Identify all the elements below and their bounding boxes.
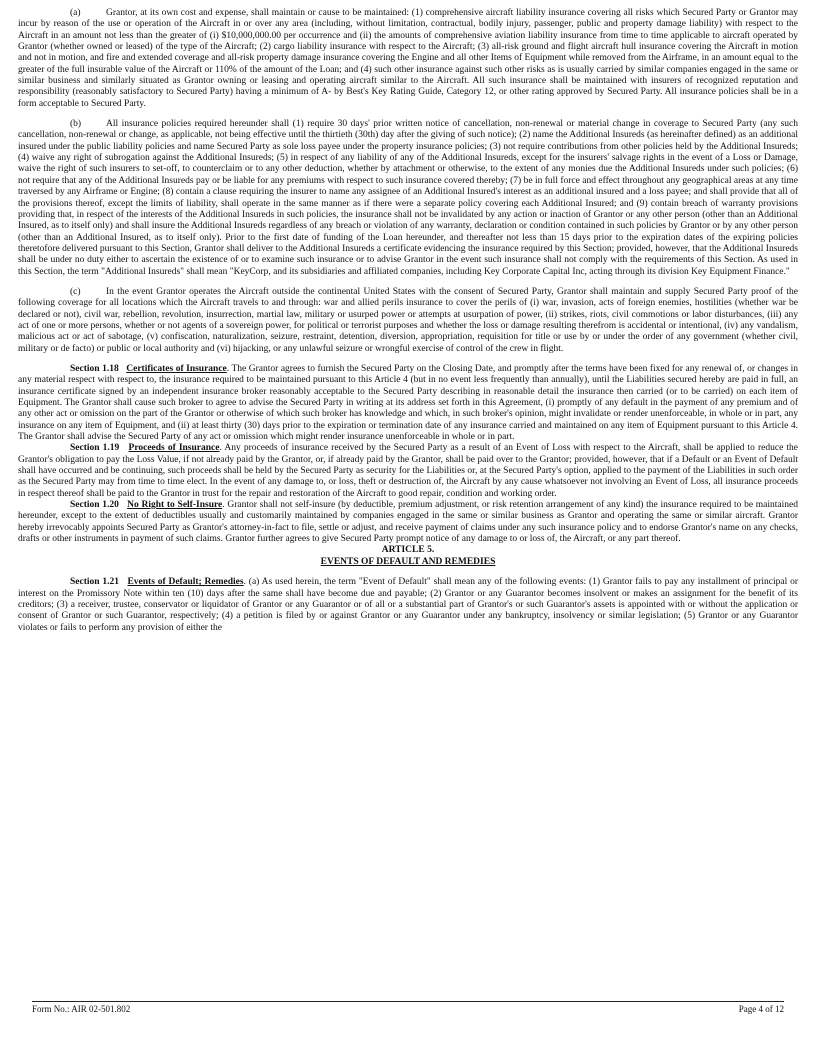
section-text: . (a) As used herein, the term "Event of Default" shall mean any of the following events: (1) Grantor fails to pay any installment of principal or interest on the Promissory Note within ten (10) days after the same shall have become due and payable; (2) Grantor or any Guarantor becomes insolvent or makes an assignment for the benefit of its creditors; (3) a receiver, trustee, conservator or liquidator of Grantor or any Guarantor or of all or a substantial part of Grantor's or such Guarantor's assets is appointed with or without the application or consent of Grantor or such Guarantor, respectively; (4) a petition is filed by or against Grantor or any Guarantor under any bankruptcy, insolvency or similar legislation; (5) Grantor or any Guarantor violates or fails to perform any provision of either the <box>18 577 798 633</box>
section-title: Events of Default; Remedies <box>127 577 244 588</box>
paragraph-text: Grantor, at its own cost and expense, shall maintain or cause to be maintained: (1) comprehensive aircraft liability insurance covering all risks which Secured Party or Grantor may incur by reason of the use or operation of the Aircraft in or over any area (including, without limitation, contractual, bodily injury, passenger, public and property damage liability) with respect to the Aircraft in an amount not less than the greater of (i) $10,000,000.00 per occurrence and (ii) the amounts of comprehensive aviation liability insurance from time to time applicable to aircraft operated by Grantor (whether owned or leased) of the type of the Aircraft; (2) cargo liability insurance with respect to the Aircraft; (3) all-risk ground and flight aircraft hull insurance covering the Aircraft in motion and not in motion, and fire and extended coverage and all-risk property damage insurance covering the Engine and all other Items of Equipment while removed from the Airframe, in an amount equal to the greater of the full insurable value of the Aircraft or 110% of the amount of the Loan; and (4) such other insurance against such other risks as is usually carried by similar companies engaged in the same or similar business and similarly situated as Grantor owning or leasing and operating aircraft similar to the Aircraft. All such insurance shall be maintained with insurers of recognized reputation and responsibility (reasonably satisfactory to Secured Party) having a minimum of A- by Best's Key Rating Guide, Category 12, or other rating approved by Secured Party. All insurance policies shall be in a form acceptable to Secured Party. <box>18 8 798 109</box>
paragraph-c <box>18 287 798 355</box>
paragraph-label: (c) <box>70 286 81 297</box>
section-number: Section 1.21 <box>70 577 119 588</box>
paragraph-a <box>18 8 798 110</box>
section-number: Section 1.18 <box>70 363 119 374</box>
paragraph-text: In the event Grantor operates the Aircraft outside the continental United States with the consent of Secured Party, Grantor shall maintain and supply Secured Party proof of the following coverage for all locations which the Aircraft travels to and through: war and allied perils insurance to cover the perils of (i) war, invasion, acts of foreign enemies, hostilities (whether war be declared or not), civil war, rebellion, revolution, insurrection, martial law, military or usurped power or attempts at usurpation of power, (ii) strikes, riots, civil commotions or labor disturbances, (iii) any act of one or more persons, whether or not agents of a sovereign power, for political or terrorist purposes and whether the loss or damage resulting therefrom is accidental or intentional, (iv) any vandalism, malicious act or act of sabotage, (v) confiscation, naturalization, seizure, restraint, detention, diversion, appropriation, requisition for title or use by or under the order of any government (whether civil, military or de facto) or public or local authority and (vi) hijacking, or any unlawful seizure or wrongful exercise of control of the crew in flight. <box>18 286 798 354</box>
page-footer <box>32 1001 784 1014</box>
paragraph-text: All insurance policies required hereunder shall (1) require 30 days' prior written notice of cancellation, non-renewal or material change in coverage to Secured Party (any such cancellation, non-renewal or change, as applicable, not being effective until the thirtieth (30th) day after the giving of such notice); (2) name the Additional Insureds (as hereinafter defined) as an additional insured under the public liability policies and name Secured Party as sole loss payee under the property insurance policies; (3) not require contributions from other policies held by the Additional Insureds; (4) waive any right of subrogation against the Additional Insureds; (5) in respect of any liability of any of the Additional Insureds, except for the insurers' salvage rights in the event of a Loss or Damage, waive the right of such insurers to set-off, to counterclaim or to any other deduction, whether by attachment or otherwise, to the extent of any monies due the Additional Insureds under such policies; (6) not require that any of the Additional Insureds pay or be liable for any premiums with respect to such insurance covered thereby; (7) be in full force and effect throughout any geographical areas at any time traversed by any Airframe or Engine; (8) contain a clause requiring the insurer to name any assignee of an Additional Insured's interest as an additional insured and a loss payee; and shall provide that all of the provisions thereof, except the limits of liability, shall operate in the same manner as if there were a separate policy covering each Additional Insured; and (9) contain breach of warranty provisions providing that, in respect of the interests of the Additional Insureds in such policies, the insurance shall not be invalidated by any action or inaction of Grantor or any other person (other than an Additional Insured, as to itself only) and shall insure the Additional Insureds regardless of any breach or violation of any warranty, declaration or condition contained in such policies by Grantor or by any other person (other than an Additional Insured, as to itself only). Prior to the first date of funding of the Loan hereunder, and thereafter not less than 15 days prior to the expiration dates of the expiring policies theretofore delivered pursuant to this Section, Grantor shall deliver to the Additional Insureds a certificate evidencing the insurance required by this Section; provided, however, that the Additional Insureds shall be under no duty either to ascertain the existence of or to examine such insurance or to advise Grantor in the event such insurance shall not comply with the requirements of this Section. As used in this Section, the term "Additional Insureds" shall mean "KeyCorp, and its subsidiaries and affiliated companies, including Key Corporate Capital Inc, acting through its division Key Equipment Finance." <box>18 119 798 277</box>
section-1-21 <box>18 577 798 634</box>
section-title: No Right to Self-Insure <box>127 500 223 511</box>
section-number: Section 1.19 <box>70 443 120 454</box>
article-number: ARTICLE 5. <box>381 545 435 556</box>
section-text: . Grantor shall not self-insure (by deductible, premium adjustment, or risk retention arrangement of any kind) the insurance required to be maintained hereunder, except to the extent of deductibles usually and customarily maintained by companies engaged in the same or similar business as Grantor and operating the same or similar aircraft. Grantor hereby irrevocably appoints Secured Party as Grantor's attorney-in-fact to file, settle or adjust, and receive payment of claims under any such insurance policy and to endorse Grantor's name on any checks, drafts or other instruments in payment of such claims. Grantor further agrees to give Secured Party prompt notice of any damage to or loss of, the Aircraft, or any part thereof. <box>18 500 798 545</box>
paragraph-label: (b) <box>70 119 82 130</box>
article-title: EVENTS OF DEFAULT AND REMEDIES <box>320 556 496 567</box>
form-number: Form No.: AIR 02-501.802 <box>32 1004 131 1014</box>
document-body <box>18 8 798 634</box>
paragraph-label: (a) <box>70 8 81 18</box>
section-text: . Any proceeds of insurance received by the Secured Party as a result of an Event of Loss with respect to the Aircraft, shall be applied to reduce the Grantor's obligation to pay the Loss Value, if not already paid by the Grantor, or, if already paid by the Grantor, shall be paid over to the Grantor; provided, however, that if a Default or an Event of Default shall have occurred and be continuing, such proceeds shall be held by the Secured Party as security for the Liabilities or, at the Secured Party's option, applied to the payment of the Liabilities in such order as the Secured Party may from time to time elect. In the event of any damage to, or loss, theft or destruction of, the Aircraft by any cause whatsoever not involving an Event of Loss, all insurance proceeds in respect thereof shall be paid to the Grantor in trust for the repair and restoration of the Aircraft to good repair, condition and working order. <box>18 443 798 499</box>
section-text: . The Grantor agrees to furnish the Secured Party on the Closing Date, and promptly after the terms have been fixed for any renewal of, or changes in any material respect with respect to, the insurance required to be maintained pursuant to this Article 4 (but in no event less frequently than annually), until the Liabilities secured hereby are paid in full, an insurance certificate signed by an independent insurance broker reasonably acceptable to the Secured Party describing in reasonable detail the insurance then carried (or to be carried) on each item of Equipment. The Grantor shall cause such broker to agree to advise the Secured Party in writing at its address set forth in this Agreement, (i) promptly of any default in the payment of any premium and of any other act or omission on the part of the Grantor or otherwise of which such broker has knowledge and which, in such broker's opinion, might invalidate or render unenforceable, in whole or in part, any insurance on any item of Equipment, and (ii) at least thirty (30) days prior to the expiration or termination date of any insurance carried and maintained on any item of Equipment pursuant to this Article 4. The Grantor shall advise the Secured Party of any act or omission which might render insurance unenforceable in whole or in part. <box>18 363 799 443</box>
section-1-19 <box>18 443 798 500</box>
section-title: Certificates of Insurance <box>126 363 227 374</box>
section-1-20 <box>18 500 798 545</box>
section-1-18 <box>18 364 798 443</box>
paragraph-b <box>18 119 798 278</box>
section-number: Section 1.20 <box>70 500 119 511</box>
page-number: Page 4 of 12 <box>738 1004 784 1014</box>
section-title: Proceeds of Insurance <box>128 443 220 454</box>
